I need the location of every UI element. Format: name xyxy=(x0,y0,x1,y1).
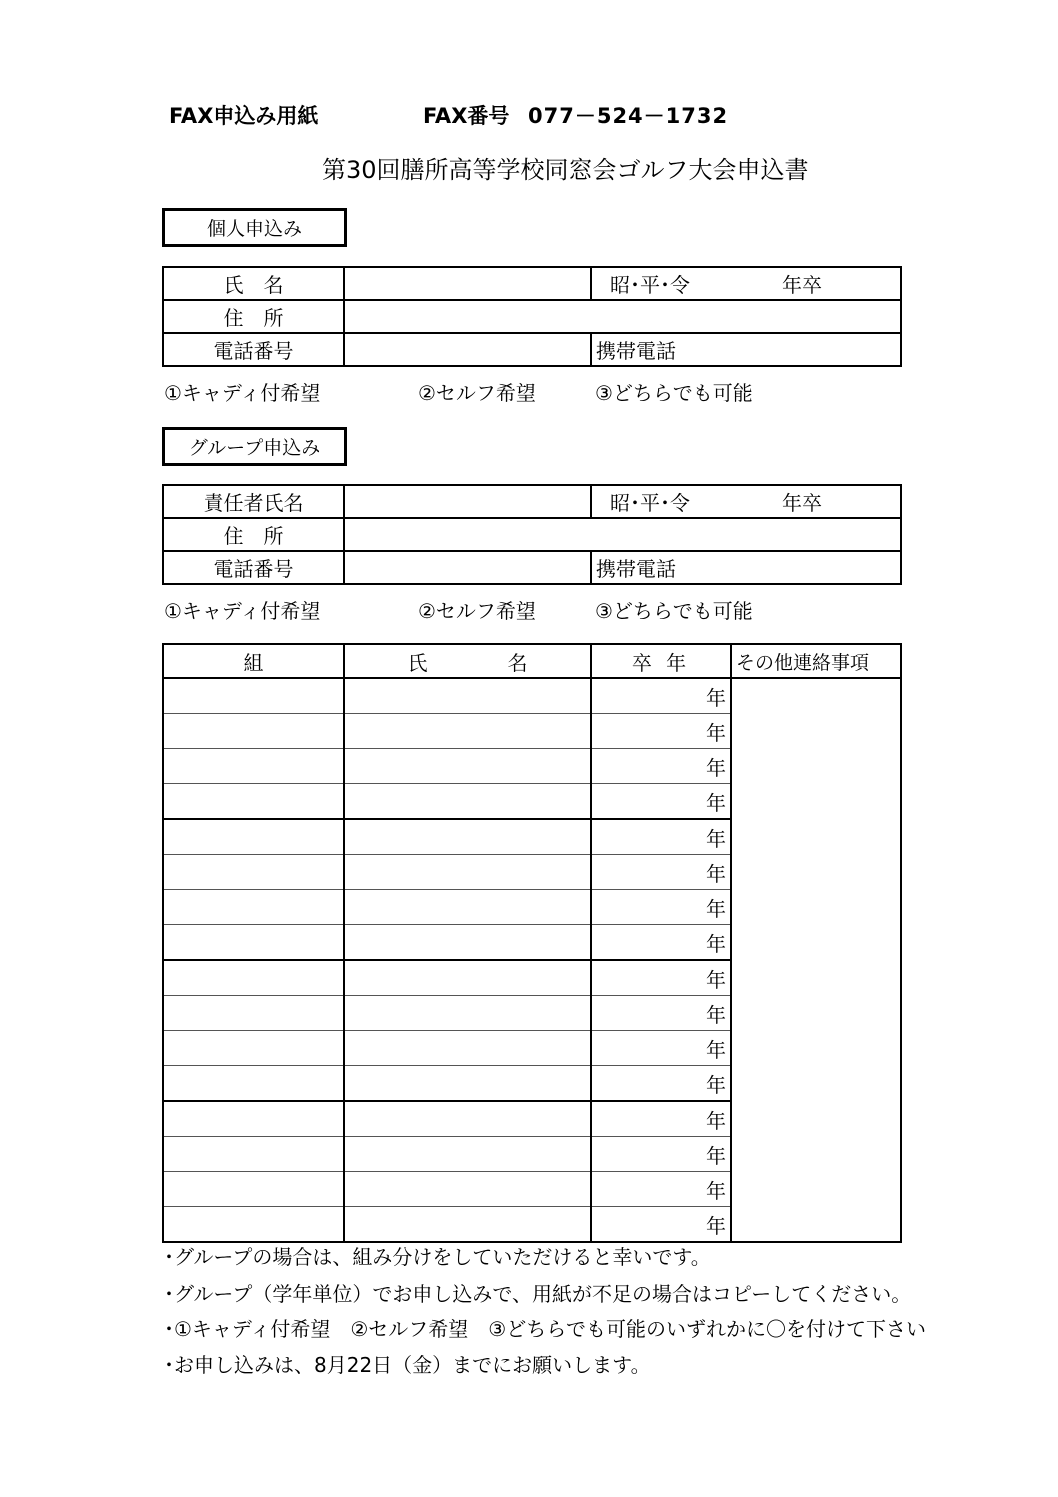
address-field[interactable] xyxy=(344,300,901,333)
group-cell[interactable] xyxy=(163,996,344,1031)
group-cell[interactable] xyxy=(163,855,344,890)
group-cell[interactable] xyxy=(163,960,344,996)
graduation-year-cell[interactable] xyxy=(591,996,731,1031)
group-cell[interactable] xyxy=(163,925,344,961)
group-cell[interactable] xyxy=(163,819,344,855)
year-suffix: 年 xyxy=(706,1213,726,1238)
form-label: FAX申込み用紙 xyxy=(169,104,319,128)
member-name-cell[interactable] xyxy=(344,1066,591,1102)
group-cell[interactable] xyxy=(163,714,344,749)
header-name xyxy=(344,644,591,678)
leader-name-label: 責任者氏名 xyxy=(163,485,344,518)
member-name-cell[interactable] xyxy=(344,960,591,996)
group-cell[interactable] xyxy=(163,1207,344,1243)
address-label: 住 所 xyxy=(163,518,344,551)
grad-suffix: 年卒 xyxy=(782,273,822,297)
graduation-year-cell[interactable] xyxy=(591,925,731,961)
graduation-year-cell[interactable] xyxy=(591,1137,731,1172)
phone-field[interactable] xyxy=(344,333,591,366)
group-form-table xyxy=(162,484,902,585)
individual-section-label: 個人申込み xyxy=(162,208,347,247)
graduation-year-cell[interactable] xyxy=(591,1101,731,1137)
member-name-cell[interactable] xyxy=(344,890,591,925)
note-4: ･お申し込みは、8月22日（金）までにお願いします。 xyxy=(164,1353,651,1377)
individual-options xyxy=(164,377,804,407)
name-label: 氏 名 xyxy=(163,267,344,300)
fax-label: FAX番号 xyxy=(423,104,510,128)
graduation-year-cell[interactable] xyxy=(591,960,731,996)
era-label: 昭･平･令 xyxy=(610,491,690,515)
mobile-label: 携帯電話 xyxy=(596,339,676,363)
leader-name-field[interactable] xyxy=(344,485,591,518)
member-name-cell[interactable] xyxy=(344,996,591,1031)
member-name-cell[interactable] xyxy=(344,749,591,784)
option-caddy[interactable]: ①キャディ付希望 xyxy=(164,381,321,405)
year-suffix: 年 xyxy=(706,1108,726,1133)
address-label: 住 所 xyxy=(163,300,344,333)
option-either[interactable]: ③どちらでも可能 xyxy=(595,381,753,405)
header-name-b: 名 xyxy=(507,650,528,675)
individual-form-table xyxy=(162,266,902,367)
name-field[interactable] xyxy=(344,267,591,300)
mobile-field[interactable] xyxy=(591,551,901,584)
member-name-cell[interactable] xyxy=(344,1172,591,1207)
member-name-cell[interactable] xyxy=(344,1101,591,1137)
members-table xyxy=(162,643,902,1243)
option-self[interactable]: ②セルフ希望 xyxy=(418,381,536,405)
group-cell[interactable] xyxy=(163,1101,344,1137)
phone-field[interactable] xyxy=(344,551,591,584)
year-suffix: 年 xyxy=(706,931,726,956)
year-suffix: 年 xyxy=(706,826,726,851)
graduation-year-cell[interactable] xyxy=(591,1172,731,1207)
group-cell[interactable] xyxy=(163,1172,344,1207)
year-suffix: 年 xyxy=(706,967,726,992)
phone-label: 電話番号 xyxy=(163,333,344,366)
graduation-year-cell[interactable] xyxy=(591,855,731,890)
year-suffix: 年 xyxy=(706,755,726,780)
year-suffix: 年 xyxy=(706,1002,726,1027)
header-group: 組 xyxy=(163,644,344,678)
year-suffix: 年 xyxy=(706,1037,726,1062)
graduation-year-cell[interactable] xyxy=(591,1031,731,1066)
graduation-year-cell[interactable] xyxy=(591,890,731,925)
member-name-cell[interactable] xyxy=(344,678,591,714)
phone-label: 電話番号 xyxy=(163,551,344,584)
graduation-year-cell[interactable] xyxy=(591,749,731,784)
member-name-cell[interactable] xyxy=(344,714,591,749)
grad-suffix: 年卒 xyxy=(782,491,822,515)
notes-cell[interactable] xyxy=(731,678,901,1242)
group-options xyxy=(164,595,804,625)
member-name-cell[interactable] xyxy=(344,1137,591,1172)
group-cell[interactable] xyxy=(163,749,344,784)
graduation-era-field[interactable] xyxy=(591,267,901,300)
member-name-cell[interactable] xyxy=(344,1031,591,1066)
header-year: 卒 年 xyxy=(591,644,731,678)
year-suffix: 年 xyxy=(706,685,726,710)
year-suffix: 年 xyxy=(706,1072,726,1097)
group-cell[interactable] xyxy=(163,1031,344,1066)
member-name-cell[interactable] xyxy=(344,1207,591,1243)
member-name-cell[interactable] xyxy=(344,855,591,890)
header-notes: その他連絡事項 xyxy=(731,644,901,678)
option-self[interactable]: ②セルフ希望 xyxy=(418,599,536,623)
group-cell[interactable] xyxy=(163,784,344,820)
graduation-year-cell[interactable] xyxy=(591,1066,731,1102)
mobile-label: 携帯電話 xyxy=(596,557,676,581)
note-3: ･①キャディ付希望 ②セルフ希望 ③どちらでも可能のいずれかに〇を付けて下さい xyxy=(164,1317,926,1341)
graduation-year-cell[interactable] xyxy=(591,1207,731,1243)
table-row xyxy=(163,678,901,714)
page-title: 第30回膳所高等学校同窓会ゴルフ大会申込書 xyxy=(322,156,809,184)
group-cell[interactable] xyxy=(163,1066,344,1102)
note-2: ･グループ（学年単位）でお申し込みで、用紙が不足の場合はコピーしてください。 xyxy=(164,1282,912,1306)
graduation-year-cell[interactable] xyxy=(591,678,731,714)
mobile-field[interactable] xyxy=(591,333,901,366)
group-cell[interactable] xyxy=(163,1137,344,1172)
member-rows xyxy=(163,678,901,1242)
note-1: ･グループの場合は、組み分けをしていただけると幸いです。 xyxy=(164,1245,711,1269)
fax-number: 077－524－1732 xyxy=(528,104,729,128)
year-suffix: 年 xyxy=(706,861,726,886)
graduation-year-cell[interactable] xyxy=(591,819,731,855)
group-cell[interactable] xyxy=(163,890,344,925)
graduation-year-cell[interactable] xyxy=(591,784,731,820)
group-cell[interactable] xyxy=(163,678,344,714)
year-suffix: 年 xyxy=(706,790,726,815)
option-caddy[interactable]: ①キャディ付希望 xyxy=(164,599,321,623)
header-name-a: 氏 xyxy=(407,650,428,675)
year-suffix: 年 xyxy=(706,896,726,921)
year-suffix: 年 xyxy=(706,1178,726,1203)
option-either[interactable]: ③どちらでも可能 xyxy=(595,599,753,623)
member-name-cell[interactable] xyxy=(344,784,591,820)
member-name-cell[interactable] xyxy=(344,925,591,961)
member-name-cell[interactable] xyxy=(344,819,591,855)
address-field[interactable] xyxy=(344,518,901,551)
group-section-label: グループ申込み xyxy=(162,427,347,466)
year-suffix: 年 xyxy=(706,1143,726,1168)
era-label: 昭･平･令 xyxy=(610,273,690,297)
graduation-year-cell[interactable] xyxy=(591,714,731,749)
year-suffix: 年 xyxy=(706,720,726,745)
leader-graduation-era-field[interactable] xyxy=(591,485,901,518)
